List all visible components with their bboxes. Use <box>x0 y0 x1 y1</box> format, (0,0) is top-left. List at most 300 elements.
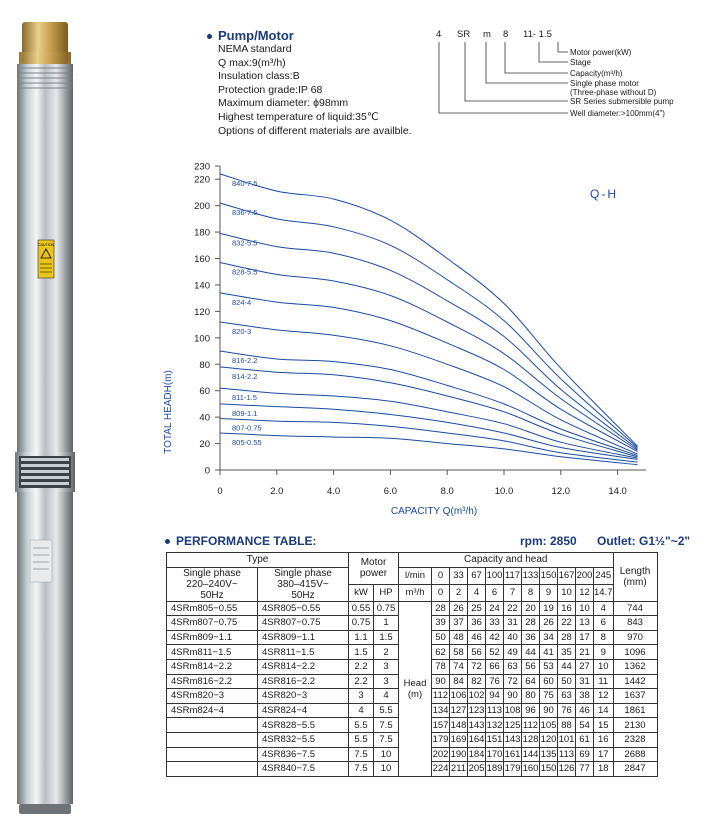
series-line <box>220 419 638 463</box>
head-value: 179 <box>504 763 521 775</box>
power-kw: 5.5 <box>349 732 374 747</box>
head-value: 31 <box>504 616 522 631</box>
lmin-value: 67 <box>468 567 486 584</box>
spec-line: Maximum diameter: ϕ98mm <box>218 97 349 110</box>
m3h-value: 4 <box>468 584 486 601</box>
head-value: 164 <box>468 734 485 746</box>
code-meaning-well: Well diameter:>100mm(4") <box>570 109 665 118</box>
head-value: 105 <box>540 719 557 731</box>
header-kw: kW <box>349 584 374 601</box>
head-value: 61 <box>576 732 594 747</box>
model-code-diagram <box>430 28 700 128</box>
head-value: 46 <box>468 630 486 645</box>
header-three-phase: Single phase 380–415V~ 50Hz <box>258 567 349 601</box>
head-value: 82 <box>468 674 486 689</box>
head-value: 28 <box>522 616 540 631</box>
head-value: 22 <box>558 616 576 631</box>
head-value: 9 <box>594 645 614 660</box>
series-label: 832-5.5 <box>232 238 258 248</box>
y-tick-label: 140 <box>194 280 210 292</box>
head-value: 16 <box>558 601 576 616</box>
head-value: 49 <box>504 645 522 660</box>
head-value: 26 <box>540 616 558 631</box>
table-title: PERFORMANCE TABLE: <box>165 534 316 548</box>
y-tick-label: 200 <box>194 201 210 213</box>
model-three-phase: 4SR809−1.1 <box>258 630 349 645</box>
header-m3h: m³/h <box>399 584 432 601</box>
model-single-phase <box>167 732 258 747</box>
outlet-label: Outlet: G1½"~2" <box>597 534 691 548</box>
x-tick-label: 2.0 <box>270 486 284 497</box>
head-value: 76 <box>558 703 576 718</box>
power-kw: 2.2 <box>349 674 374 689</box>
model-three-phase: 4SR811−1.5 <box>258 645 349 660</box>
head-value: 27 <box>576 659 594 674</box>
lmin-value: 167 <box>558 567 576 584</box>
x-tick-label: 12.0 <box>551 486 571 497</box>
head-value: 15 <box>594 718 614 733</box>
table-row <box>167 601 658 616</box>
spec-title: Pump/Motor <box>207 28 443 43</box>
head-value: 42 <box>486 630 504 645</box>
series-line <box>220 174 638 446</box>
head-value: 16 <box>594 732 614 747</box>
power-kw: 4 <box>349 703 374 718</box>
chart-title: Q-H <box>590 187 618 201</box>
head-value: 19 <box>540 601 558 616</box>
head-value: 151 <box>486 734 503 746</box>
series-label: 816-2.2 <box>232 356 258 366</box>
m3h-value: 14.7 <box>594 584 614 601</box>
performance-table <box>166 552 658 777</box>
code-meaning-power: Motor power(kW) <box>570 48 632 57</box>
length-value: 2130 <box>613 718 657 733</box>
header-capacity-head: Capacity and head <box>399 553 614 568</box>
power-kw: 0.75 <box>349 616 374 631</box>
lmin-value: 150 <box>540 567 558 584</box>
head-value: 48 <box>450 630 468 645</box>
head-value: 50 <box>558 674 576 689</box>
head-value: 35 <box>558 645 576 660</box>
head-value: 76 <box>486 674 504 689</box>
head-value: 41 <box>540 645 558 660</box>
head-value: 69 <box>576 747 594 762</box>
power-kw: 5.5 <box>349 718 374 733</box>
head-value: 26 <box>450 601 468 616</box>
y-tick-label: 80 <box>199 359 210 371</box>
head-value: 74 <box>450 659 468 674</box>
series-label: 820-3 <box>232 326 252 336</box>
head-value: 205 <box>468 763 485 775</box>
head-value: 108 <box>504 705 521 717</box>
series-label: 809-1.1 <box>232 408 258 418</box>
y-tick-label: 100 <box>194 333 210 345</box>
head-value: 36 <box>522 630 540 645</box>
m3h-value: 6 <box>486 584 504 601</box>
head-value: 179 <box>432 734 449 746</box>
length-value: 744 <box>613 601 657 616</box>
head-value: 8 <box>594 630 614 645</box>
head-value: 14 <box>594 703 614 718</box>
model-single-phase: 4SRm820−3 <box>167 689 258 704</box>
head-label: Head (m) <box>399 601 432 776</box>
head-value: 4 <box>594 601 614 616</box>
head-value: 36 <box>468 616 486 631</box>
head-value: 211 <box>450 763 467 775</box>
power-kw: 2.2 <box>349 659 374 674</box>
power-kw: 7.5 <box>349 747 374 762</box>
caution-label-text: CAUTION <box>37 243 55 247</box>
x-axis-ticks <box>217 470 626 497</box>
series-label: 807-0.75 <box>232 423 262 433</box>
model-single-phase <box>167 718 258 733</box>
model-three-phase: 4SR820−3 <box>258 689 349 704</box>
model-three-phase: 4SR814−2.2 <box>258 659 349 674</box>
head-value: 60 <box>540 674 558 689</box>
lmin-value: 100 <box>486 567 504 584</box>
head-value: 46 <box>576 703 594 718</box>
power-hp: 1.5 <box>374 630 399 645</box>
head-value: 10 <box>594 659 614 674</box>
head-value: 53 <box>540 659 558 674</box>
m3h-value: 0 <box>432 584 450 601</box>
y-tick-label: 120 <box>194 306 210 318</box>
head-value: 169 <box>450 734 467 746</box>
chart-curves <box>220 174 638 465</box>
power-kw: 0.55 <box>349 601 374 616</box>
motor-nameplate <box>30 540 52 582</box>
spec-line: Insulation class:B <box>218 70 300 83</box>
m3h-value: 10 <box>558 584 576 601</box>
model-three-phase: 4SR840−7.5 <box>258 762 349 777</box>
header-motor-power: Motor power <box>349 553 399 585</box>
head-value: 63 <box>504 659 522 674</box>
head-value: 112 <box>522 719 539 731</box>
y-axis-ticks <box>194 162 220 477</box>
head-value: 90 <box>540 703 558 718</box>
series-label: 814-2.2 <box>232 371 258 381</box>
head-value: 112 <box>432 690 449 702</box>
head-value: 28 <box>432 601 450 616</box>
head-value: 170 <box>486 748 503 760</box>
length-value: 1637 <box>613 689 657 704</box>
header-lmin: l/min <box>399 567 432 584</box>
pump-outlet-thread <box>19 52 71 64</box>
header-type: Type <box>167 553 349 568</box>
head-value: 126 <box>558 763 575 775</box>
head-value: 160 <box>522 763 539 775</box>
series-label: 840-7.5 <box>232 178 258 188</box>
power-hp: 10 <box>374 747 399 762</box>
code-meaning-phase-note: (Three-phase without D) <box>570 88 657 97</box>
series-line <box>220 367 638 457</box>
power-hp: 10 <box>374 762 399 777</box>
model-three-phase: 4SR816−2.2 <box>258 674 349 689</box>
series-line <box>220 233 638 449</box>
head-value: 143 <box>468 719 485 731</box>
head-value: 127 <box>450 705 467 717</box>
spec-block <box>203 28 443 138</box>
model-three-phase: 4SR836−7.5 <box>258 747 349 762</box>
spec-line: Highest temperature of liquid:35℃ <box>218 110 379 123</box>
y-tick-label: 40 <box>199 412 210 424</box>
series-line <box>220 203 638 448</box>
spec-line: Q max:9(m³/h) <box>218 56 286 69</box>
length-value: 2328 <box>613 732 657 747</box>
length-value: 1442 <box>613 674 657 689</box>
head-value: 75 <box>540 689 558 704</box>
lmin-value: 133 <box>522 567 540 584</box>
head-value: 44 <box>558 659 576 674</box>
length-value: 970 <box>613 630 657 645</box>
header-length: Length (mm) <box>613 553 657 602</box>
spec-line: Options of different materials are availble. <box>218 124 412 137</box>
model-single-phase: 4SRm807−0.75 <box>167 616 258 631</box>
bullet-icon <box>165 539 170 544</box>
head-value: 84 <box>450 674 468 689</box>
head-value: 88 <box>558 718 576 733</box>
model-three-phase: 4SR828−5.5 <box>258 718 349 733</box>
rpm-label: rpm: 2850 <box>520 534 577 548</box>
code-connector-lines <box>439 42 568 113</box>
head-value: 66 <box>486 659 504 674</box>
head-value: 39 <box>432 616 450 631</box>
performance-header <box>165 534 705 550</box>
code-part-stage-power: 11- 1.5 <box>523 29 552 40</box>
head-value: 52 <box>486 645 504 660</box>
motor-body <box>17 492 73 804</box>
head-value: 13 <box>576 616 594 631</box>
power-hp: 7.5 <box>374 732 399 747</box>
head-value: 6 <box>594 616 614 631</box>
lmin-value: 0 <box>432 567 450 584</box>
model-single-phase <box>167 747 258 762</box>
pump-illustration <box>0 0 100 832</box>
power-hp: 3 <box>374 674 399 689</box>
lmin-value: 117 <box>504 567 522 584</box>
lmin-value: 245 <box>594 567 614 584</box>
head-value: 161 <box>504 748 521 760</box>
head-value: 77 <box>576 762 594 777</box>
head-value: 34 <box>540 630 558 645</box>
header-single-phase: Single phase 220–240V~ 50Hz <box>167 567 258 601</box>
head-value: 113 <box>486 705 503 717</box>
chart-labels <box>232 179 262 447</box>
code-part-well: 4 <box>436 29 442 40</box>
head-value: 128 <box>522 734 539 746</box>
head-value: 37 <box>450 616 468 631</box>
head-value: 56 <box>522 659 540 674</box>
model-single-phase: 4SRm805−0.55 <box>167 601 258 616</box>
model-three-phase: 4SR807−0.75 <box>258 616 349 631</box>
head-value: 190 <box>450 748 467 760</box>
code-meaning-phase: Single phase motor <box>570 79 639 88</box>
y-tick-label: 180 <box>194 227 210 239</box>
series-label: 828-5.5 <box>232 267 258 277</box>
head-value: 72 <box>468 659 486 674</box>
length-value: 1861 <box>613 703 657 718</box>
head-value: 24 <box>486 601 504 616</box>
head-value: 157 <box>432 719 449 731</box>
head-value: 31 <box>576 674 594 689</box>
head-value: 21 <box>576 645 594 660</box>
chart-frame <box>220 166 646 470</box>
code-part-capacity: 8 <box>503 29 509 40</box>
x-tick-label: 14.0 <box>608 486 627 497</box>
m3h-value: 8 <box>522 584 540 601</box>
head-value: 63 <box>558 689 576 704</box>
head-value: 25 <box>468 601 486 616</box>
series-label: 805-0.55 <box>232 437 262 447</box>
head-value: 40 <box>504 630 522 645</box>
code-meaning-capacity: Capacity(m³/h) <box>570 69 623 78</box>
head-value: 11 <box>594 674 614 689</box>
head-value: 96 <box>522 703 540 718</box>
power-kw: 7.5 <box>349 762 374 777</box>
spec-line: NEMA standard <box>218 43 292 55</box>
lmin-value: 33 <box>450 567 468 584</box>
head-value: 54 <box>576 718 594 733</box>
length-value: 1096 <box>613 645 657 660</box>
series-label: 824-4 <box>232 297 252 307</box>
head-value: 134 <box>432 705 449 717</box>
power-hp: 4 <box>374 689 399 704</box>
x-axis-label: CAPACITY Q(m³/h) <box>390 506 478 517</box>
head-value: 90 <box>432 674 450 689</box>
model-three-phase: 4SR832−5.5 <box>258 732 349 747</box>
code-part-phase: m <box>483 29 491 40</box>
head-value: 12 <box>594 689 614 704</box>
m3h-value: 2 <box>450 584 468 601</box>
head-value: 10 <box>576 601 594 616</box>
power-kw: 3 <box>349 689 374 704</box>
head-value: 94 <box>486 689 504 704</box>
power-hp: 0.75 <box>374 601 399 616</box>
pump-strainer <box>15 452 75 492</box>
head-value: 44 <box>522 645 540 660</box>
series-line <box>220 351 638 456</box>
head-value: 135 <box>540 748 557 760</box>
head-value: 224 <box>432 763 449 775</box>
x-tick-label: 10.0 <box>494 486 514 497</box>
head-value: 90 <box>504 689 522 704</box>
power-hp: 3 <box>374 659 399 674</box>
spec-line: Protection grade:IP 68 <box>218 83 323 96</box>
head-value: 64 <box>522 674 540 689</box>
m3h-value: 7 <box>504 584 522 601</box>
power-kw: 1.1 <box>349 630 374 645</box>
y-tick-label: 20 <box>199 439 210 451</box>
length-value: 843 <box>613 616 657 631</box>
length-value: 1362 <box>613 659 657 674</box>
model-single-phase: 4SRm824−4 <box>167 703 258 718</box>
model-single-phase <box>167 762 258 777</box>
lmin-value: 200 <box>576 567 594 584</box>
power-hp: 1 <box>374 616 399 631</box>
series-label: 811-1.5 <box>232 393 257 403</box>
m3h-value: 9 <box>540 584 558 601</box>
x-tick-label: 4.0 <box>326 486 341 497</box>
length-value: 2847 <box>613 762 657 777</box>
head-value: 150 <box>540 763 557 775</box>
header-hp: HP <box>374 584 399 601</box>
x-tick-label: 0 <box>217 486 223 497</box>
x-tick-label: 6.0 <box>383 486 398 497</box>
y-tick-label: 160 <box>194 254 210 266</box>
head-value: 28 <box>558 630 576 645</box>
head-value: 17 <box>594 747 614 762</box>
head-value: 17 <box>576 630 594 645</box>
head-value: 38 <box>576 689 594 704</box>
head-value: 72 <box>504 674 522 689</box>
power-kw: 1.5 <box>349 645 374 660</box>
code-meaning-series: SR Series submersible pump <box>570 97 674 106</box>
head-value: 50 <box>432 630 450 645</box>
model-three-phase: 4SR824−4 <box>258 703 349 718</box>
y-tick-label: 230 <box>194 161 210 173</box>
model-single-phase: 4SRm809−1.1 <box>167 630 258 645</box>
y-axis-label: TOTAL HEADH(m) <box>163 370 174 454</box>
model-single-phase: 4SRm814−2.2 <box>167 659 258 674</box>
code-part-series: SR <box>457 29 471 40</box>
head-value: 144 <box>522 748 539 760</box>
head-value: 78 <box>432 659 450 674</box>
power-hp: 2 <box>374 645 399 660</box>
x-tick-label: 8.0 <box>440 486 454 497</box>
y-tick-label: 220 <box>194 174 210 186</box>
head-value: 101 <box>558 734 575 746</box>
power-hp: 5.5 <box>374 703 399 718</box>
series-line <box>220 433 638 465</box>
head-value: 18 <box>594 762 614 777</box>
head-value: 33 <box>486 616 504 631</box>
head-value: 102 <box>468 690 485 702</box>
pump-head-thread <box>17 64 73 92</box>
head-value: 62 <box>432 645 450 660</box>
code-meaning-stage: Stage <box>570 58 591 67</box>
head-value: 123 <box>468 705 485 717</box>
model-single-phase: 4SRm811−1.5 <box>167 645 258 660</box>
length-value: 2688 <box>613 747 657 762</box>
head-value: 56 <box>468 645 486 660</box>
head-value: 106 <box>450 690 467 702</box>
m3h-value: 12 <box>576 584 594 601</box>
power-hp: 7.5 <box>374 718 399 733</box>
head-value: 22 <box>504 601 522 616</box>
head-value: 20 <box>522 601 540 616</box>
head-value: 80 <box>522 689 540 704</box>
head-value: 184 <box>468 748 485 760</box>
head-value: 125 <box>504 719 521 731</box>
head-value: 189 <box>486 763 503 775</box>
head-value: 202 <box>432 748 449 760</box>
model-single-phase: 4SRm816−2.2 <box>167 674 258 689</box>
y-tick-label: 0 <box>204 465 210 477</box>
head-value: 58 <box>450 645 468 660</box>
series-label: 836-7.5 <box>232 208 258 218</box>
head-value: 120 <box>540 734 557 746</box>
motor-bottom-cap <box>19 804 71 814</box>
qh-chart <box>150 160 660 520</box>
head-value: 148 <box>450 719 467 731</box>
head-value: 132 <box>486 719 503 731</box>
series-line <box>220 404 638 460</box>
model-three-phase: 4SR805−0.55 <box>258 601 349 616</box>
head-value: 113 <box>558 748 575 760</box>
series-line <box>220 388 638 458</box>
y-tick-label: 60 <box>199 386 210 398</box>
bullet-icon <box>207 34 212 39</box>
